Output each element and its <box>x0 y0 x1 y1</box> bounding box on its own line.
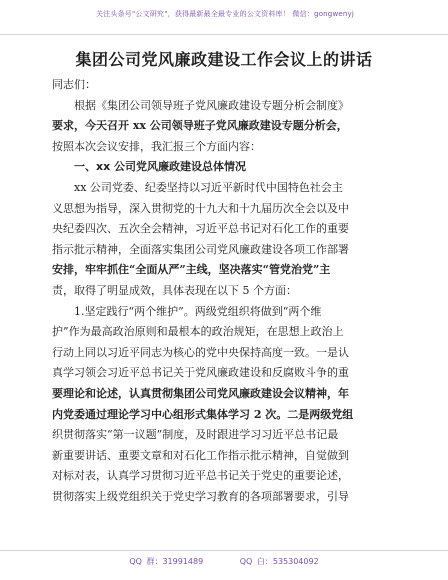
document-body <box>52 75 392 507</box>
paragraph-line: 织贯彻落实“第一议题”制度，及时跟进学习习近平总书记最 <box>52 428 339 442</box>
footer-qq-group: QQ 群：31991489 <box>129 557 204 566</box>
page-footer <box>0 550 448 573</box>
paragraph-line: 指示批示精神，全面落实集团公司党风廉政建设各项工作部署 <box>52 242 349 256</box>
paragraph-line: 贯彻落实上级党组织关于党史学习教育的各项部署要求，引导 <box>52 489 349 503</box>
paragraph-line: 真学习领会习近平总书记关于党风廉政建设和反腐败斗争的重 <box>52 366 349 380</box>
paragraph-line: 行动上同以习近平同志为核心的党中央保持高度一致。一是认 <box>52 345 349 359</box>
paragraph-line: 新重要讲话、重要文章和对石化工作指示批示精神，自觉做到 <box>52 448 349 462</box>
paragraph-line: 义思想为指导，深入贯彻党的十九大和十九届历次全会以及中 <box>52 201 349 215</box>
paragraph-line: 安排，牢牢抓住“全面从严”主线，坚决落实“管党治党”主 <box>52 263 331 277</box>
paragraph-line: 1.坚定践行“两个维护”。两级党组织将做到“两个维 <box>74 304 322 318</box>
salutation: 同志们： <box>52 78 96 91</box>
paragraph-line: 责，取得了明显成效，具体表现在以下 5 个方面： <box>52 283 297 297</box>
header-promo-text: 关注头条号"公文研究"，获得最新最全最专业的公文资料库！ 微信：gongwenyj <box>95 10 355 18</box>
paragraph-line: 要求，今天召开 xx 公司领导班子党风廉政建设专题分析会， <box>52 119 348 133</box>
paragraph-line: 央纪委四次、五次全会精神，习近平总书记对石化工作的重要 <box>52 222 349 236</box>
paragraph-line: 对标对表，认真学习贯彻习近平总书记关于党史的重要论述， <box>52 469 349 483</box>
paragraph-line: 根据《集团公司领导班子党风廉政建设专题分析会制度》 <box>74 98 349 112</box>
paragraph-line: 护”作为最高政治原则和最根本的政治规矩，在思想上政治上 <box>52 325 344 339</box>
document-title: 集团公司党风廉政建设工作会议上的讲话 <box>75 50 373 69</box>
paragraph-line: 要理论和论述，认真贯彻集团公司党风廉政建设会议精神，年 <box>52 386 349 400</box>
paragraph-line: 内党委通过理论学习中心组形式集体学习 2 次。二是两级党组 <box>52 407 354 421</box>
footer-contact <box>0 556 448 567</box>
footer-qq-number: QQ 白：535304092 <box>239 557 319 566</box>
section-heading: 一、xx 公司党风廉政建设总体情况 <box>74 160 247 174</box>
page-header <box>0 0 448 35</box>
paragraph-line: xx 公司党委、纪委坚持以习近平新时代中国特色社会主 <box>74 180 343 194</box>
paragraph-line: 按照本次会议安排，我汇报三个方面内容： <box>52 139 261 153</box>
